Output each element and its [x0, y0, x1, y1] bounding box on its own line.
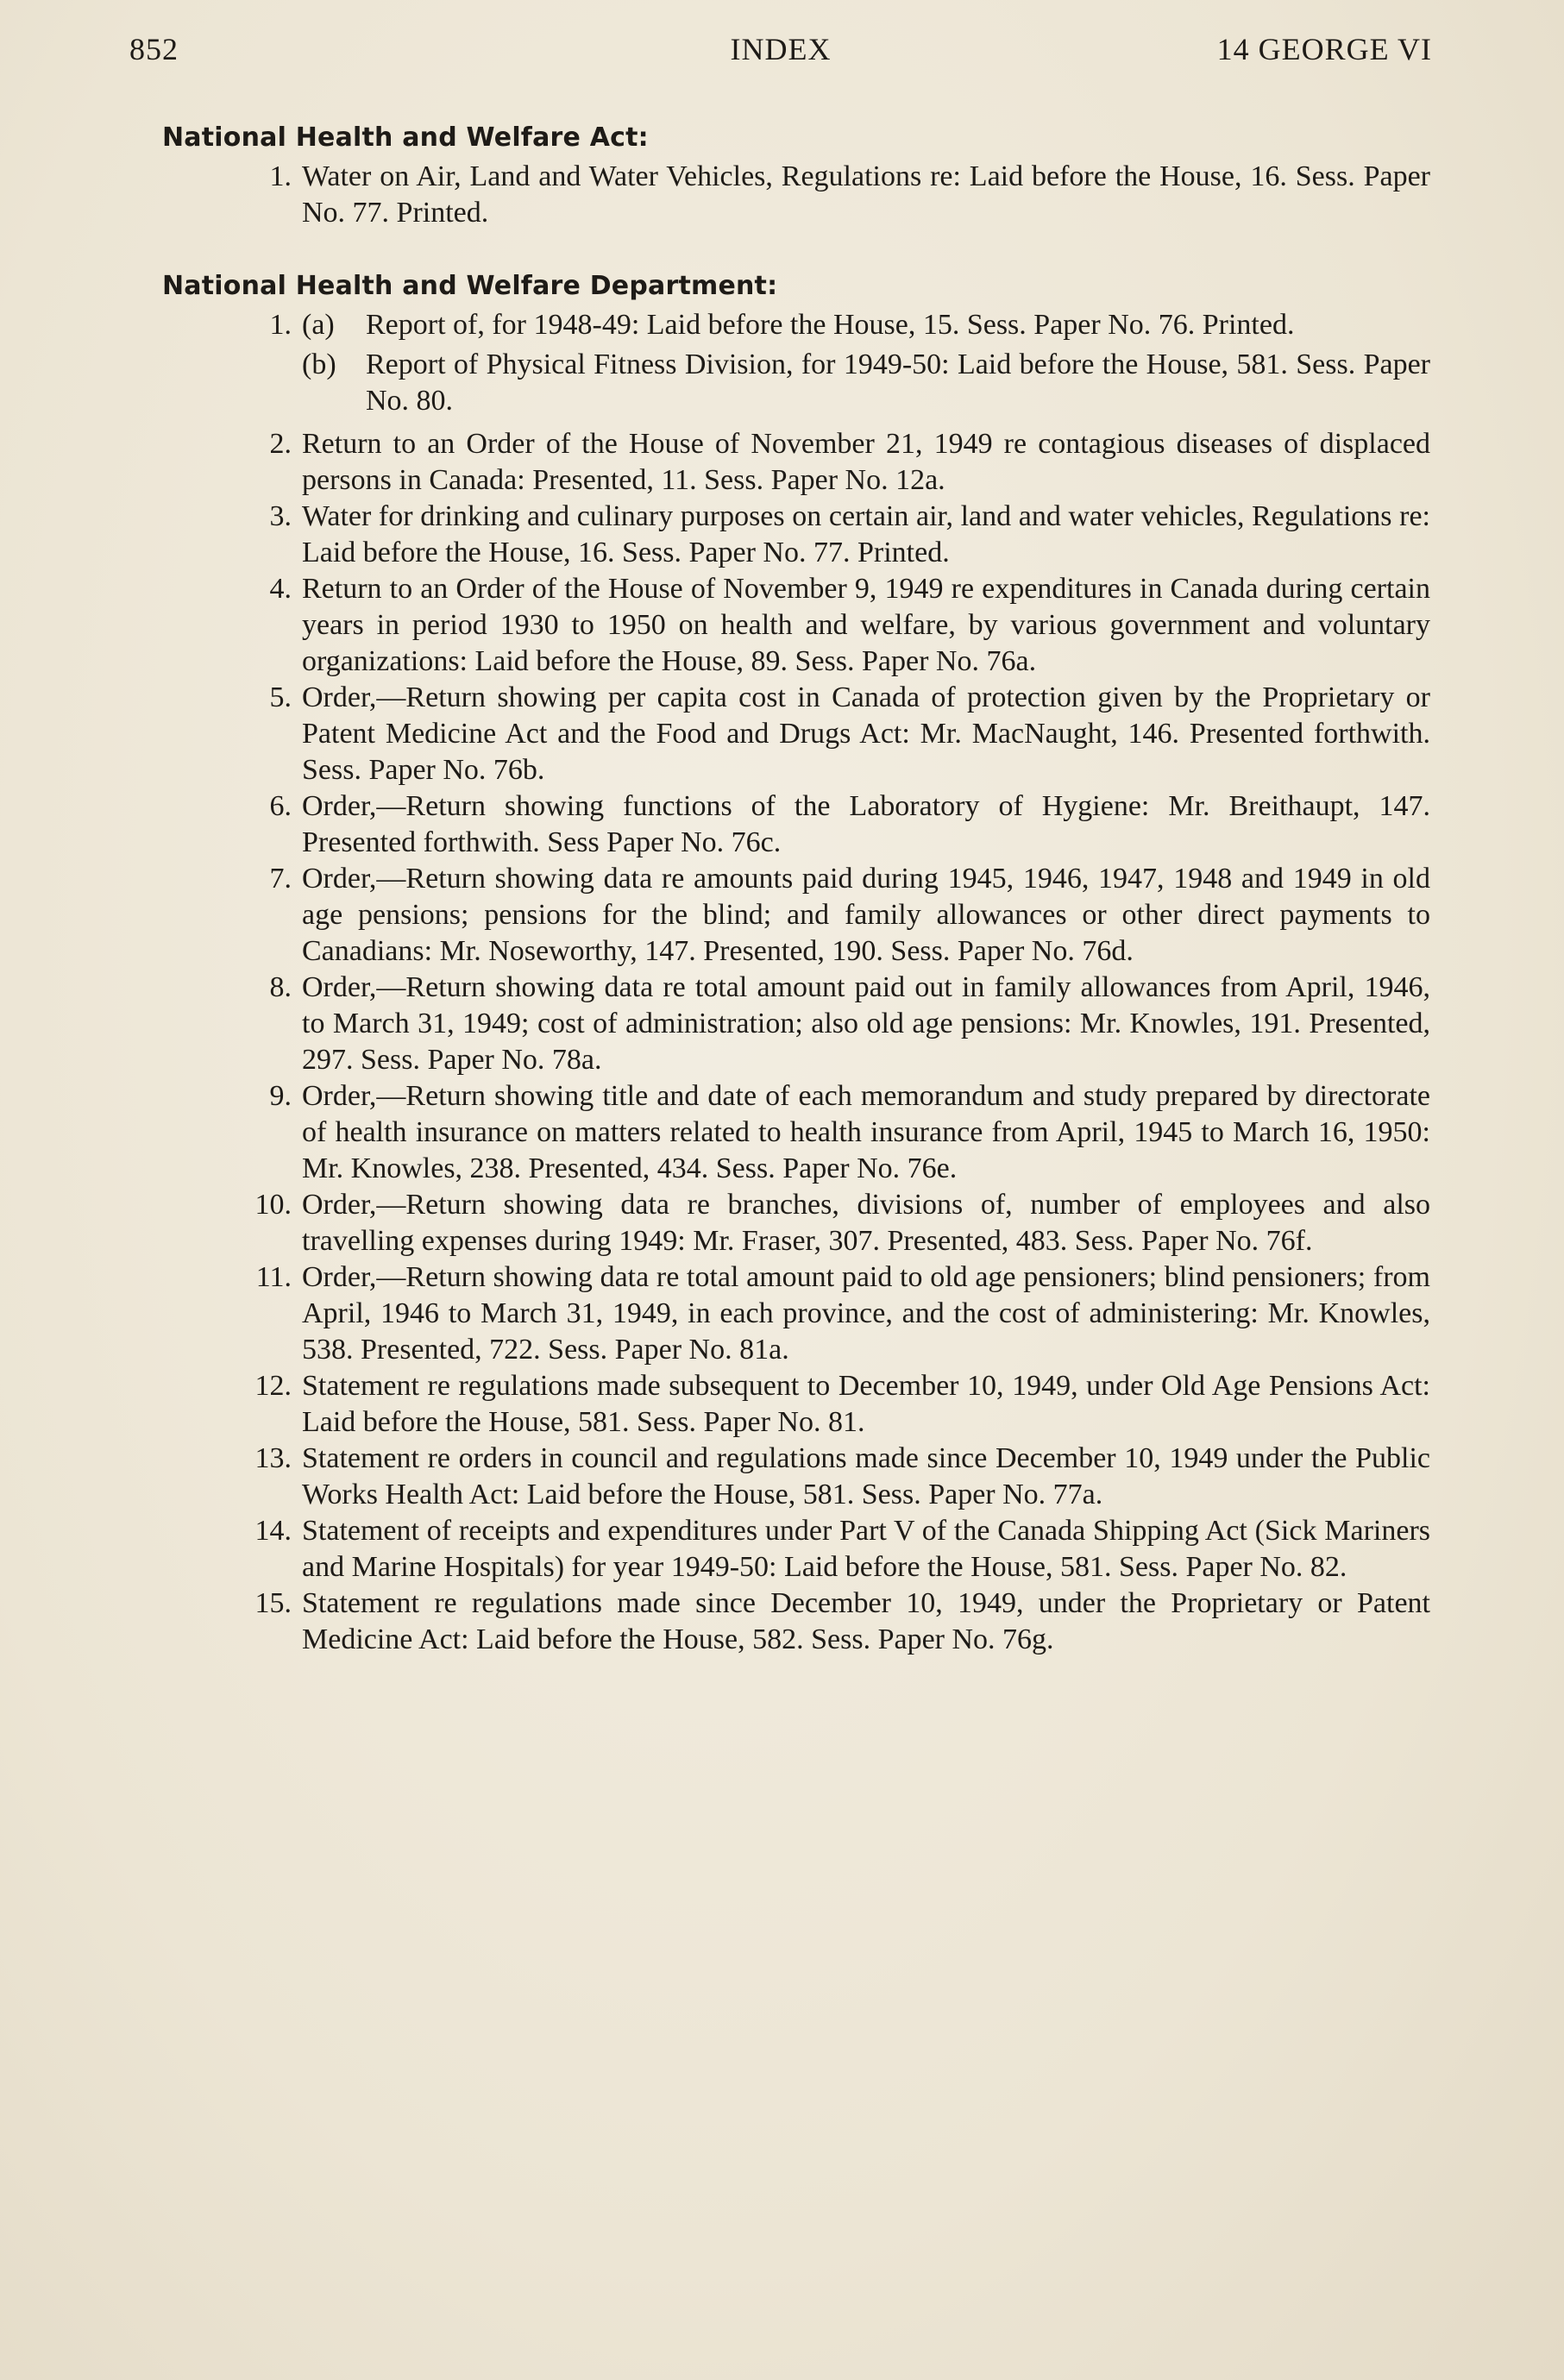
- page-header: [129, 31, 1432, 74]
- index-entry: [162, 499, 1430, 571]
- entry-number: 9.: [269, 1080, 292, 1112]
- subentry-text: Report of, for 1948-49: Laid before the House, 15. Sess. Paper No. 76. Printed.: [366, 309, 1295, 341]
- subentry-label: (b): [302, 349, 336, 380]
- index-subentry: [162, 307, 1430, 343]
- entry-text: Order,—Return showing title and date of each memorandum and study prepared by directorate of health insurance on matters related to health insurance from April, 1945 to March 16, 1950: Mr. Knowles, 238. Presented, 434. Sess. Paper No. 76e.: [302, 1080, 1430, 1184]
- entry-number: 1.: [269, 160, 292, 192]
- index-entry: [162, 159, 1430, 231]
- index-entry: [162, 1441, 1430, 1513]
- index-entry: [162, 788, 1430, 861]
- index-entry: [162, 970, 1430, 1078]
- index-entry: [162, 1513, 1430, 1586]
- entry-text: Statement re regulations made subsequent to December 10, 1949, under Old Age Pensions Act: Laid before the House, 581. Sess. Paper No. 81.: [302, 1370, 1430, 1438]
- index-entry: [162, 1078, 1430, 1187]
- index-entry: [162, 571, 1430, 680]
- entry-number: 1.: [269, 309, 292, 341]
- entry-text: Return to an Order of the House of November 9, 1949 re expenditures in Canada during certain years in period 1930 to 1950 on health and welfare, by various government and voluntary organizations: Laid before the House, 89. Sess. Paper No. 76a.: [302, 573, 1430, 677]
- index-section: [162, 269, 1430, 1658]
- entry-number: 15.: [254, 1587, 292, 1619]
- index-entry: [162, 1259, 1430, 1368]
- entry-text: Water for drinking and culinary purposes on certain air, land and water vehicles, Regulations re: Laid before the House, 16. Sess. Paper No. 77. Printed.: [302, 500, 1430, 568]
- section-heading: National Health and Welfare Act:: [162, 122, 649, 153]
- entry-text: Order,—Return showing data re branches, divisions of, number of employees and also travelling expenses during 1949: Mr. Fraser, 307. Presented, 483. Sess. Paper No. 76f.: [302, 1189, 1430, 1257]
- page-title: INDEX: [730, 32, 832, 66]
- entry-number: 11.: [255, 1261, 292, 1293]
- entry-text: Return to an Order of the House of November 21, 1949 re contagious diseases of displaced persons in Canada: Presented, 11. Sess. Paper No. 12a.: [302, 428, 1430, 496]
- section-heading: National Health and Welfare Department:: [162, 271, 778, 301]
- entry-number: 7.: [269, 863, 292, 895]
- entry-number: 2.: [269, 428, 292, 460]
- index-entry: [162, 680, 1430, 788]
- entry-text: Statement of receipts and expenditures under Part V of the Canada Shipping Act (Sick Mariners and Marine Hospitals) for year 1949-50: Laid before the House, 581. Sess. Paper No. 82.: [302, 1515, 1430, 1583]
- entry-text: Order,—Return showing data re total amount paid to old age pensioners; blind pensioners; from April, 1946 to March 31, 1949, in each province, and the cost of administering: Mr. Knowles, 538. Presented, 722. Sess. Paper No. 81a.: [302, 1261, 1430, 1366]
- index-entry: [162, 1586, 1430, 1658]
- page-number: 852: [129, 32, 179, 66]
- subentry-text: Report of Physical Fitness Division, for 1949-50: Laid before the House, 581. Sess. Paper No. 80.: [366, 349, 1430, 417]
- entry-number: 8.: [269, 971, 292, 1003]
- entry-text: Order,—Return showing data re amounts paid during 1945, 1946, 1947, 1948 and 1949 in old age pensions; pensions for the blind; and family allowances or other direct payments to Canadians: Mr. Noseworthy, 147. Presented, 190. Sess. Paper No. 76d.: [302, 863, 1430, 967]
- entry-list: [162, 159, 1430, 231]
- entry-number: 6.: [269, 790, 292, 822]
- entry-number: 14.: [254, 1515, 292, 1547]
- entry-number: 4.: [269, 573, 292, 605]
- entry-number: 5.: [269, 681, 292, 713]
- entry-number: 3.: [269, 500, 292, 532]
- index-entry: [162, 307, 1430, 419]
- entry-number: 13.: [254, 1442, 292, 1474]
- index-entry: [162, 426, 1430, 499]
- entry-number: 10.: [254, 1189, 292, 1221]
- entry-text: Order,—Return showing data re total amount paid out in family allowances from April, 1946, to March 31, 1949; cost of administration; also old age pensions: Mr. Knowles, 191. Presented, 297. Sess. Paper No. 78a.: [302, 971, 1430, 1076]
- subentry-label: (a): [302, 309, 335, 341]
- index-entry: [162, 861, 1430, 970]
- entry-number: 12.: [254, 1370, 292, 1402]
- entry-text: Order,—Return showing per capita cost in Canada of protection given by the Proprietary or Patent Medicine Act and the Food and Drugs Act: Mr. MacNaught, 146. Presented forthwith. Sess. Paper No. 76b.: [302, 681, 1430, 786]
- entry-list: [162, 307, 1430, 1658]
- entry-text: Water on Air, Land and Water Vehicles, Regulations re: Laid before the House, 16. Sess. Paper No. 77. Printed.: [302, 160, 1430, 229]
- index-section: [162, 121, 1430, 231]
- entry-text: Order,—Return showing functions of the Laboratory of Hygiene: Mr. Breithaupt, 147. Presented forthwith. Sess Paper No. 76c.: [302, 790, 1430, 858]
- index-content: [162, 121, 1430, 1696]
- running-head-reign: 14 GEORGE VI: [1216, 32, 1432, 66]
- index-subentry: [162, 347, 1430, 419]
- entry-text: Statement re orders in council and regulations made since December 10, 1949 under the Public Works Health Act: Laid before the House, 581. Sess. Paper No. 77a.: [302, 1442, 1430, 1510]
- index-entry: [162, 1368, 1430, 1441]
- index-entry: [162, 1187, 1430, 1259]
- entry-text: Statement re regulations made since December 10, 1949, under the Proprietary or Patent Medicine Act: Laid before the House, 582. Sess. Paper No. 76g.: [302, 1587, 1430, 1655]
